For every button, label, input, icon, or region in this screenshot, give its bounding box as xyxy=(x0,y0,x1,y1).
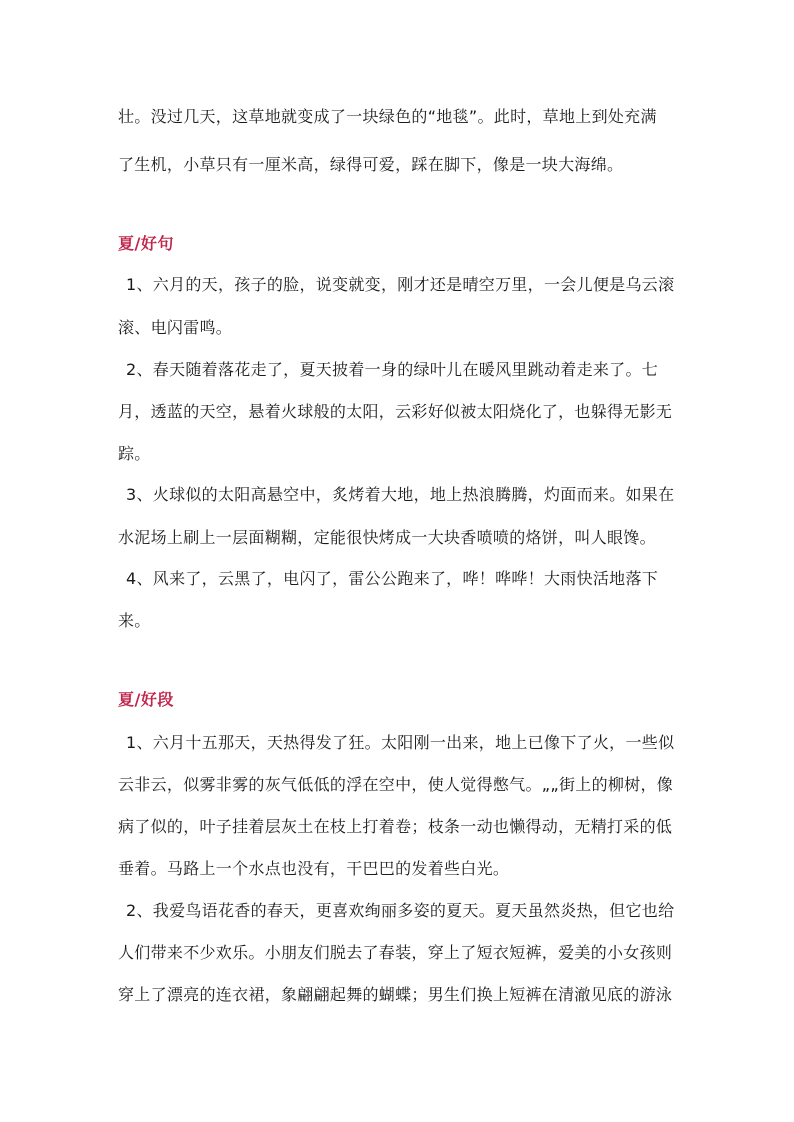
sentence-line: 1、六月的天，孩子的脸，说变就变，刚才还是晴空万里，一会儿便是乌云滚 xyxy=(126,275,675,294)
intro-line: 壮。没过几天，这草地就变成了一块绿色的“地毯”。此时，草地上到处充满 xyxy=(118,107,657,126)
paragraph-line: 人们带来不少欢乐。小朋友们脱去了春装，穿上了短衣短裤，爱美的小女孩则 xyxy=(118,943,673,962)
section-heading-sentences: 夏/好句 xyxy=(118,234,174,253)
paragraph-line: 穿上了漂亮的连衣裙，象翩翩起舞的蝴蝶；男生们换上短裤在清澈见底的游泳 xyxy=(118,985,673,1004)
paragraph-line: 1、六月十五那天，天热得发了狂。太阳刚一出来，地上已像下了火，一些似 xyxy=(126,733,675,752)
intro-line: 了生机，小草只有一厘米高，绿得可爱，踩在脚下，像是一块大海绵。 xyxy=(118,155,624,174)
sentence-line: 踪。 xyxy=(118,444,151,463)
sentence-line: 水泥场上刷上一层面糊糊，定能很快烤成一大块香喷喷的烙饼，叫人眼馋。 xyxy=(118,528,656,547)
sentence-line: 来。 xyxy=(118,611,151,630)
sentence-line: 2、春天随着落花走了，夏天披着一身的绿叶儿在暖风里跳动着走来了。七 xyxy=(126,360,659,379)
paragraph-line: 垂着。马路上一个水点也没有，干巴巴的发着些白光。 xyxy=(118,859,510,878)
section-heading-paragraphs: 夏/好段 xyxy=(118,690,174,709)
sentence-line: 滚、电闪雷鸣。 xyxy=(118,318,233,337)
paragraph-line: 病了似的，叶子挂着层灰土在枝上打着卷；枝条一动也懒得动，无精打采的低 xyxy=(118,817,673,836)
sentence-line: 3、火球似的太阳高悬空中，炙烤着大地，地上热浪腾腾，灼面而来。如果在 xyxy=(126,485,675,504)
paragraph-line: 云非云，似雾非雾的灰气低低的浮在空中，使人觉得憋气。„„街上的柳树，像 xyxy=(118,775,674,794)
paragraph-line: 2、我爱鸟语花香的春天，更喜欢绚丽多姿的夏天。夏天虽然炎热，但它也给 xyxy=(126,901,675,920)
sentence-line: 月，透蓝的天空，悬着火球般的太阳，云彩好似被太阳烧化了，也躲得无影无 xyxy=(118,402,673,421)
sentence-line: 4、风来了，云黑了，电闪了，雷公公跑来了，哗！哗哗！大雨快活地落下 xyxy=(126,569,659,588)
